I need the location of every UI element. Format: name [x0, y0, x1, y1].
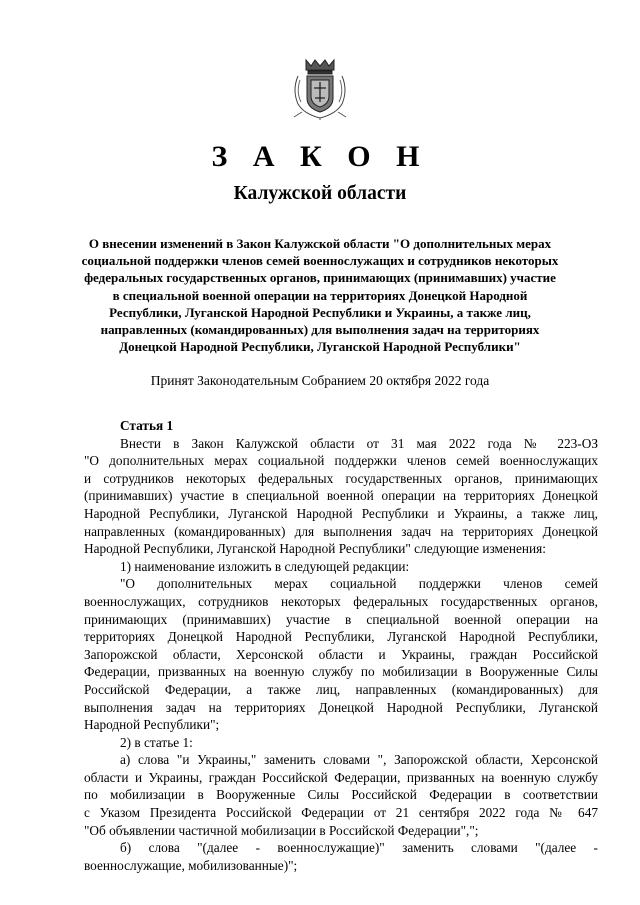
- law-heading: [80, 235, 560, 355]
- law-body: [84, 417, 598, 874]
- body-line: Народной Республики";: [84, 717, 220, 733]
- heading-line: социальной поддержки членов семей военнослужащих и сотрудников некоторых: [81, 253, 559, 269]
- article-title: Статья 1: [120, 418, 174, 433]
- body-line: Внести в Закон Калужской области от 31 мая 2022 года № 223-ОЗ: [120, 435, 598, 451]
- body-line: (принимавших) участие в специальной военной операции на территориях Донецкой: [84, 488, 598, 504]
- adoption-note: Принят Законодательным Собранием 20 октября 2022 года: [150, 373, 490, 388]
- body-line: Народной Республики, Луганской Народной Республики и Украины, а также лиц,: [84, 505, 598, 521]
- body-line: выполнения задач на территориях Донецкой Народной Республики, Луганской: [84, 699, 598, 715]
- body-line: территориях Донецкой Народной Республики, Луганской Народной Республики,: [84, 629, 598, 645]
- body-line: "Об объявлении частичной мобилизации в Российской Федерации",";: [84, 822, 479, 838]
- body-line: военнослужащих, сотрудников некоторых федеральных государственных органов,: [84, 593, 598, 609]
- body-line: и сотрудников некоторых федеральных государственных органов, принимающих: [84, 470, 598, 486]
- body-line: 1) наименование изложить в следующей редакции:: [120, 558, 410, 574]
- body-line: принимающих (принимавших) участие в специальной военной операции на: [84, 611, 598, 627]
- body-line: по мобилизации в Вооруженные Силы Российской Федерации в соответствии: [84, 787, 598, 803]
- body-line: направленных (командированных) для выполнения задач на территориях Донецкой: [84, 523, 598, 539]
- heading-line: Республики, Луганской Народной Республики и Украины, а также лиц,: [109, 304, 531, 320]
- body-line: а) слова "и Украины," заменить словами ", Запорожской области, Херсонской: [120, 752, 598, 768]
- body-line: с Указом Президента Российской Федерации от 21 сентября 2022 года № 647: [84, 805, 598, 821]
- heading-line: в специальной военной операции на территориях Донецкой Народной: [112, 287, 528, 303]
- body-line: Федерации, призванных на военную службу по мобилизации в Вооруженные Силы: [84, 664, 598, 680]
- body-line: военнослужащие, мобилизованные)";: [84, 857, 298, 873]
- heading-line: Донецкой Народной Республики, Луганской Народной Республики": [119, 339, 521, 355]
- body-line: Запорожской области, Херсонской области и Украины, граждан Российской: [84, 646, 598, 662]
- body-line: б) слова "(далее - военнослужащие)" заменить словами "(далее -: [120, 840, 598, 856]
- body-line: Российской Федерации, а также лиц, направленных (командированных) для: [84, 681, 598, 697]
- heading-line: федеральных государственных органов, принимающих (принимавших) участие: [84, 270, 556, 286]
- heading-line: О внесении изменений в Закон Калужской области "О дополнительных мерах: [88, 236, 552, 251]
- body-line: "О дополнительных мерах социальной поддержки членов семей военнослужащих: [84, 453, 598, 469]
- body-line: 2) в статье 1:: [120, 734, 193, 750]
- body-line: "О дополнительных мерах социальной поддержки членов семей: [120, 576, 598, 592]
- region-subtitle: Калужской области: [233, 183, 407, 204]
- heading-line: направленных (командированных) для выполнения задач на территориях: [100, 322, 540, 338]
- body-line: области и Украины, граждан Российской Федерации, призванных на военную службу: [84, 769, 598, 785]
- coat-of-arms-emblem: [290, 54, 350, 120]
- document-title: З А К О Н: [211, 140, 429, 173]
- body-line: Народной Республики, Луганской Народной Республики" следующие изменения:: [84, 541, 546, 557]
